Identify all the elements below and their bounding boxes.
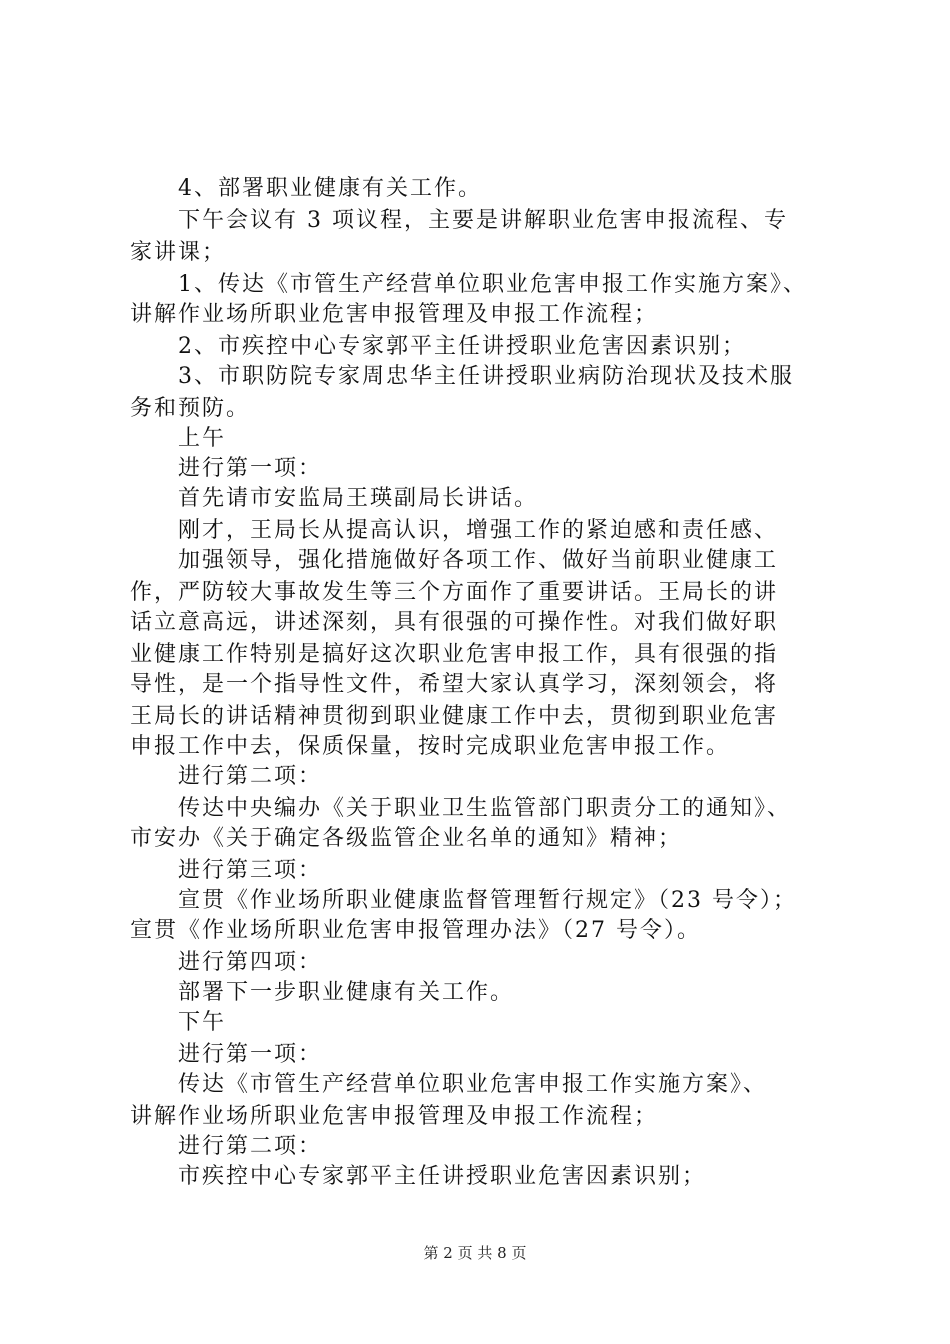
- text-line: 话立意高远，讲述深刻，具有很强的可操作性。对我们做好职: [130, 610, 779, 635]
- text-line: 进行第一项：: [178, 456, 323, 481]
- text-line: 宣贯《作业场所职业健康监督管理暂行规定》（23 号令）；: [178, 888, 797, 913]
- text-line: 刚才，王局长从提高认识，增强工作的紧迫感和责任感、: [178, 518, 779, 543]
- text-line: 首先请市安监局王瑛副局长讲话。: [178, 486, 539, 511]
- text-line: 宣贯《作业场所职业危害申报管理办法》（27 号令）。: [130, 918, 701, 943]
- text-line: 讲解作业场所职业危害申报管理及申报工作流程；: [130, 302, 659, 327]
- text-line: 3、市职防院专家周忠华主任讲授职业病防治现状及技术服: [178, 364, 794, 389]
- text-line: 2、市疾控中心专家郭平主任讲授职业危害因素识别；: [178, 334, 746, 359]
- text-line: 进行第三项：: [178, 858, 323, 883]
- text-line: 传达《市管生产经营单位职业危害申报工作实施方案》、: [178, 1072, 768, 1097]
- text-line: 业健康工作特别是搞好这次职业危害申报工作，具有很强的指: [130, 642, 779, 667]
- text-line: 传达中央编办《关于职业卫生监管部门职责分工的通知》、: [178, 796, 792, 821]
- text-line: 加强领导，强化措施做好各项工作、做好当前职业健康工: [178, 548, 779, 573]
- text-line: 务和预防。: [130, 396, 251, 421]
- text-line: 进行第二项：: [178, 1134, 323, 1159]
- text-line: 上午: [178, 426, 227, 451]
- text-line: 申报工作中去，保质保量，按时完成职业危害申报工作。: [130, 734, 731, 759]
- text-line: 进行第一项：: [178, 1042, 323, 1067]
- text-line: 家讲课；: [130, 240, 227, 265]
- text-line: 王局长的讲话精神贯彻到职业健康工作中去，贯彻到职业危害: [130, 704, 779, 729]
- text-line: 进行第四项：: [178, 950, 323, 975]
- text-line: 市安办《关于确定各级监管企业名单的通知》精神；: [130, 826, 683, 851]
- text-line: 市疾控中心专家郭平主任讲授职业危害因素识别；: [178, 1164, 707, 1189]
- text-line: 作，严防较大事故发生等三个方面作了重要讲话。王局长的讲: [130, 580, 779, 605]
- text-line: 下午会议有 3 项议程，主要是讲解职业危害申报流程、专: [178, 208, 788, 233]
- text-line: 1、传达《市管生产经营单位职业危害申报工作实施方案》、: [178, 272, 807, 297]
- text-line: 下午: [178, 1010, 227, 1035]
- text-line: 导性，是一个指导性文件，希望大家认真学习，深刻领会，将: [130, 672, 779, 697]
- text-line: 讲解作业场所职业危害申报管理及申报工作流程；: [130, 1104, 659, 1129]
- text-line: 4、部署职业健康有关工作。: [178, 176, 482, 201]
- page-number-footer: 第 2 页 共 8 页: [423, 1244, 527, 1262]
- text-line: 进行第二项：: [178, 764, 323, 789]
- text-line: 部署下一步职业健康有关工作。: [178, 980, 515, 1005]
